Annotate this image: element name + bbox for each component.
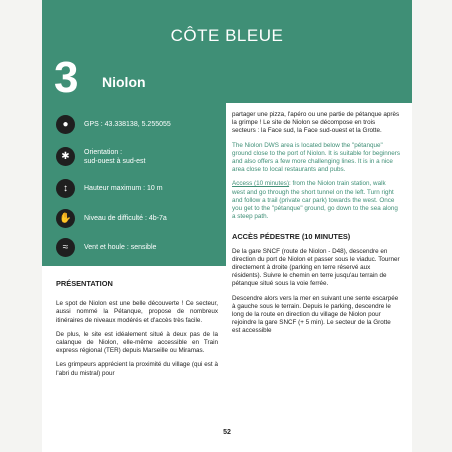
presentation-heading: PRÉSENTATION [56,279,113,288]
acces-heading: ACCÈS PÉDESTRE (10 MINUTES) [232,232,351,242]
guide-page [42,0,412,452]
compass-icon: ✱ [56,147,75,166]
access-lead: Access (10 minutes) [232,180,290,188]
info-difficulty-text: Niveau de difficulté : 4b-7a [84,215,167,222]
info-gps [42,115,226,134]
right-column [232,111,400,336]
site-name: Niolon [102,74,146,90]
english-paragraph-2 [232,180,400,221]
site-number: 3 [54,53,79,102]
wind-icon: ≈ [56,238,75,257]
info-wind [42,238,226,257]
orientation-line: Orientation : sud-ouest à sud-est [84,148,146,165]
info-orientation [42,147,226,166]
acces-paragraph-1: De la gare SNCF (route de Niolon - D48), descendre en direction du port de Niolon et passer sous le viaduc. Tourner directement à droite (parking en terre réservé aux résidents). Suivre le chemin en terre jusqu'au terrain de pétanque situé sous la voie ferrée. [232,247,400,288]
info-box [42,103,226,266]
presentation-paragraph-3: Les grimpeurs apprécient la proximité du village (qui est à l'abri du mistral) pour [56,361,218,377]
presentation-paragraph-1: Le spot de Niolon est une belle découverte ! Ce secteur, aussi nommé la Pétanque, propose de nombreux itinéraires de niveaux modérés et d'accès très facile. [56,300,218,324]
region-title: CÔTE BLEUE [170,26,284,45]
presentation-paragraph-2: De plus, le site est idéalement situé à deux pas de la calanque de Niolon, elle-même accessible en Train express régional (TER) depuis Marseille ou Miramas. [56,330,218,355]
climber-icon: ✋ [56,209,75,228]
acces-paragraph-2: Descendre alors vers la mer en suivant une sente escarpée à gauche sous le terrain. Depuis le parking, descendre le long de la route en direction du village de Niolon pour rejoindre la gare SNCF (+ 5 min). Le secteur de la Grotte est accessible [232,294,399,335]
info-gps-text: GPS : 43.338138, 5.255055 [84,121,171,128]
map-pin-icon: ● [56,115,75,134]
page-header [42,0,412,103]
info-height-text: Hauteur maximum : 10 m [84,185,163,192]
english-paragraph-1: The Niolon DWS area is located below the "pétanque" ground close to the port of Niolon. It is suitable for beginners and also offers a few more challenging lines. It is in a nice area close to local restaurants and pubs. [232,141,401,174]
access-text: : from the Niolon train station, walk west and go through the short tunnel on the left. Turn right and follow a trail (private car park) towards the west. Once you get to the "pétanque" ground, go down to the sea along a steep path. [232,180,398,221]
left-column [56,280,218,378]
info-height [42,179,226,198]
height-icon: ↕ [56,179,75,198]
page-number: 52 [223,429,231,436]
info-difficulty [42,209,226,228]
info-wind-text: Vent et houle : sensible [84,244,157,251]
info-orientation-text [84,148,145,166]
intro-paragraph: partager une pizza, l'apéro ou une partie de pétanque après la grimpe ! Le site de Niolon se décompose en trois secteurs : la Face sud, la Face sud-ouest et la Grotte. [232,111,400,135]
